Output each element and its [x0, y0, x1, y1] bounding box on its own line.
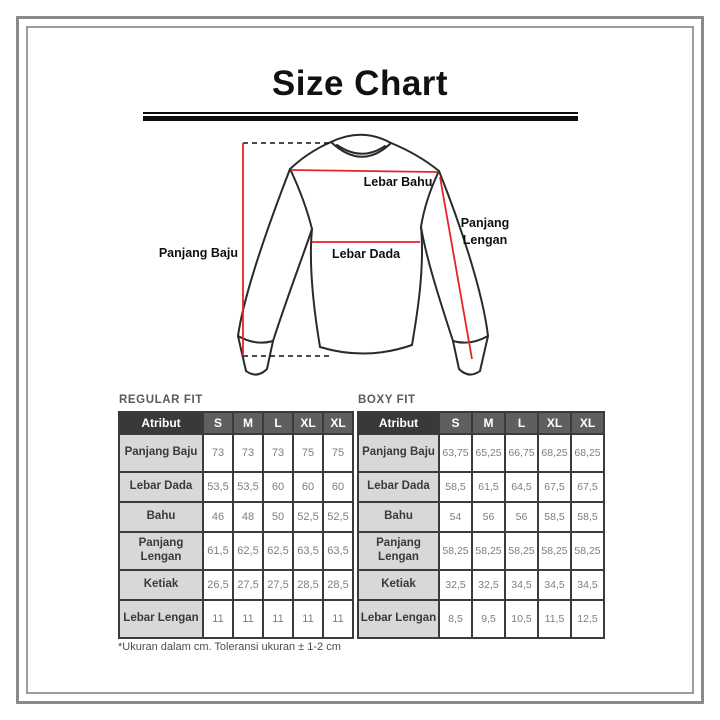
cell-value: 58,25 [538, 532, 571, 570]
row-label: Bahu [119, 502, 203, 532]
cell-value: 63,5 [323, 532, 353, 570]
cell-value: 68,25 [538, 434, 571, 472]
header-cell-xl: XL [538, 412, 571, 434]
cell-value: 61,5 [203, 532, 233, 570]
table-row [358, 502, 604, 532]
regular-fit-table [118, 411, 354, 639]
cell-value: 58,5 [571, 502, 604, 532]
row-label: Ketiak [119, 570, 203, 600]
boxy-fit-title: BOXY FIT [358, 394, 416, 406]
cell-value: 50 [263, 502, 293, 532]
row-label: Lebar Lengan [358, 600, 439, 638]
cell-value: 63,75 [439, 434, 472, 472]
panjang-baju-label: Panjang Baju [158, 246, 238, 260]
header-cell-xl2: XL [323, 412, 353, 434]
table-row [119, 472, 353, 502]
regular-fit-title: REGULAR FIT [119, 394, 203, 406]
cell-value: 28,5 [323, 570, 353, 600]
cell-value: 27,5 [233, 570, 263, 600]
cell-value: 75 [323, 434, 353, 472]
cell-value: 65,25 [472, 434, 505, 472]
boxy-fit-table [357, 411, 605, 639]
table-row [358, 600, 604, 638]
cell-value: 52,5 [293, 502, 323, 532]
cell-value: 53,5 [233, 472, 263, 502]
shirt-measurement-diagram [140, 131, 580, 393]
cell-value: 62,5 [233, 532, 263, 570]
row-label: Panjang Lengan [119, 532, 203, 570]
cell-value: 28,5 [293, 570, 323, 600]
header-cell-l: L [505, 412, 538, 434]
row-label: Lebar Dada [119, 472, 203, 502]
title-underline [143, 112, 578, 121]
cell-value: 11 [323, 600, 353, 638]
table-row [119, 570, 353, 600]
cell-value: 67,5 [571, 472, 604, 502]
regular-fit-section [118, 394, 352, 639]
row-label: Ketiak [358, 570, 439, 600]
panjang-lengan-label-line2: Lengan [462, 233, 508, 247]
cell-value: 60 [293, 472, 323, 502]
table-row [119, 434, 353, 472]
cell-value: 34,5 [505, 570, 538, 600]
cell-value: 61,5 [472, 472, 505, 502]
cell-value: 75 [293, 434, 323, 472]
lebar-dada-label: Lebar Dada [331, 247, 401, 261]
cell-value: 60 [323, 472, 353, 502]
cell-value: 73 [263, 434, 293, 472]
table-row [358, 532, 604, 570]
header-cell-xl2: XL [571, 412, 604, 434]
cell-value: 68,25 [571, 434, 604, 472]
cell-value: 58,25 [571, 532, 604, 570]
cell-value: 58,25 [472, 532, 505, 570]
cell-value: 8,5 [439, 600, 472, 638]
table-row [358, 472, 604, 502]
cell-value: 12,5 [571, 600, 604, 638]
table-row [119, 532, 353, 570]
row-label: Panjang Lengan [358, 532, 439, 570]
cell-value: 63,5 [293, 532, 323, 570]
header-cell-m: M [472, 412, 505, 434]
cell-value: 62,5 [263, 532, 293, 570]
row-label: Panjang Baju [358, 434, 439, 472]
table-header-row [358, 412, 604, 434]
boxy-fit-section [357, 394, 603, 639]
header-cell-xl: XL [293, 412, 323, 434]
cell-value: 11 [203, 600, 233, 638]
cell-value: 34,5 [571, 570, 604, 600]
cell-value: 73 [233, 434, 263, 472]
cell-value: 32,5 [472, 570, 505, 600]
header-cell-atribut: Atribut [358, 412, 439, 434]
cell-value: 58,25 [439, 532, 472, 570]
page-title: Size Chart [271, 64, 449, 103]
panjang-lengan-label-line1: Panjang [460, 216, 510, 230]
header-cell-s: S [439, 412, 472, 434]
lebar-bahu-line [291, 170, 438, 172]
cell-value: 67,5 [538, 472, 571, 502]
cell-value: 54 [439, 502, 472, 532]
cell-value: 11,5 [538, 600, 571, 638]
cell-value: 9,5 [472, 600, 505, 638]
cell-value: 52,5 [323, 502, 353, 532]
row-label: Bahu [358, 502, 439, 532]
size-footnote: *Ukuran dalam cm. Toleransi ukuran ± 1-2 cm [118, 641, 341, 653]
cell-value: 11 [293, 600, 323, 638]
lebar-bahu-label: Lebar Bahu [363, 175, 433, 189]
cell-value: 64,5 [505, 472, 538, 502]
table-row [358, 570, 604, 600]
cell-value: 34,5 [538, 570, 571, 600]
cell-value: 11 [233, 600, 263, 638]
table-row [119, 600, 353, 638]
cell-value: 56 [472, 502, 505, 532]
cell-value: 56 [505, 502, 538, 532]
cell-value: 60 [263, 472, 293, 502]
cell-value: 26,5 [203, 570, 233, 600]
panjang-lengan-line [440, 177, 472, 359]
table-row [358, 434, 604, 472]
cell-value: 46 [203, 502, 233, 532]
header-cell-s: S [203, 412, 233, 434]
table-row [119, 502, 353, 532]
cell-value: 32,5 [439, 570, 472, 600]
row-label: Lebar Lengan [119, 600, 203, 638]
header-cell-l: L [263, 412, 293, 434]
shirt-diagram-svg [140, 131, 580, 393]
row-label: Panjang Baju [119, 434, 203, 472]
cell-value: 11 [263, 600, 293, 638]
header-cell-m: M [233, 412, 263, 434]
cell-value: 48 [233, 502, 263, 532]
cell-value: 58,5 [538, 502, 571, 532]
cell-value: 58,25 [505, 532, 538, 570]
row-label: Lebar Dada [358, 472, 439, 502]
cell-value: 53,5 [203, 472, 233, 502]
cell-value: 58,5 [439, 472, 472, 502]
table-header-row [119, 412, 353, 434]
header-cell-atribut: Atribut [119, 412, 203, 434]
cell-value: 27,5 [263, 570, 293, 600]
cell-value: 10,5 [505, 600, 538, 638]
cell-value: 73 [203, 434, 233, 472]
cell-value: 66,75 [505, 434, 538, 472]
